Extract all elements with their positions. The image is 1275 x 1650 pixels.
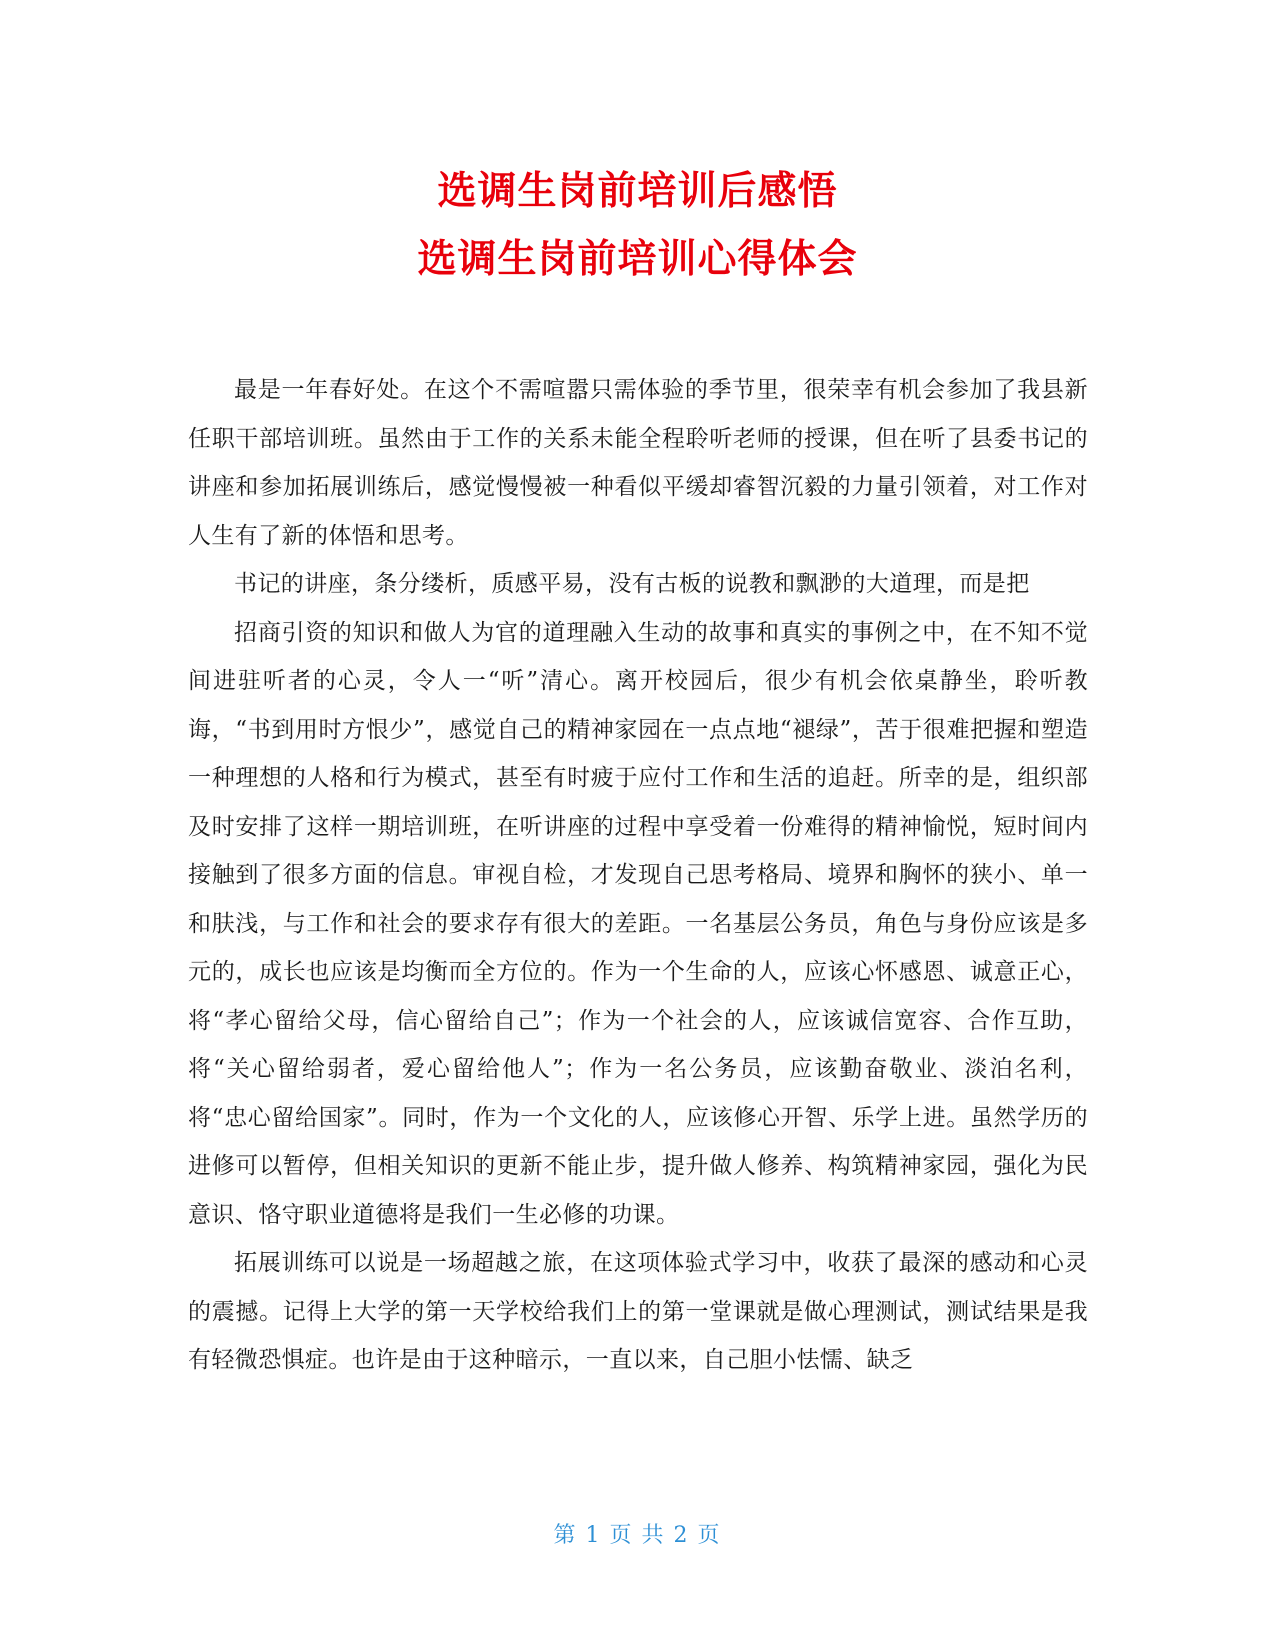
paragraph-4: 拓展训练可以说是一场超越之旅，在这项体验式学习中，收获了最深的感动和心灵的震撼。记得上大学的第一天学校给我们上的第一堂课就是做心理测试，测试结果是我有轻微恐惧症。也许是由于这种暗示，一直以来，自己胆小怯懦、缺乏 <box>188 1250 1088 1373</box>
paragraph-3: 招商引资的知识和做人为官的道理融入生动的故事和真实的事例之中，在不知不觉间进驻听者的心灵，令人一“听”清心。离开校园后，很少有机会依桌静坐，聆听教诲，“书到用时方恨少”，感觉自己的精神家园在一点点地“褪绿”，苦于很难把握和塑造一种理想的人格和行为模式，甚至有时疲于应付工作和生活的追赶。所幸的是，组织部及时安排了这样一期培训班，在听讲座的过程中享受着一份难得的精神愉悦，短时间内接触到了很多方面的信息。审视自检，才发现自己思考格局、境界和胸怀的狭小、单一和肤浅，与工作和社会的要求存有很大的差距。一名基层公务员，角色与身份应该是多元的，成长也应该是均衡而全方位的。作为一个生命的人，应该心怀感恩、诚意正心，将“孝心留给父母，信心留给自己”；作为一个社会的人，应该诚信宽容、合作互助，将“关心留给弱者，爱心留给他人”；作为一名公务员，应该勤奋敬业、淡泊名利，将“忠心留给国家”。同时，作为一个文化的人，应该修心开智、乐学上进。虽然学历的进修可以暂停，但相关知识的更新不能止步，提升做人修养、构筑精神家园，强化为民意识、恪守职业道德将是我们一生必修的功课。 <box>188 619 1088 1228</box>
footer-total-pages: 2 <box>673 1523 690 1548</box>
page-footer <box>0 1518 1275 1549</box>
footer-total-unit: 页 <box>697 1523 722 1548</box>
paragraph-1: 最是一年春好处。在这个不需喧嚣只需体验的季节里，很荣幸有机会参加了我县新任职干部培训班。虽然由于工作的关系未能全程聆听老师的授课，但在听了县委书记的讲座和参加拓展训练后，感觉慢慢被一种看似平缓却睿智沉毅的力量引领着，对工作对人生有了新的体悟和思考。 <box>188 377 1088 549</box>
paragraph-2: 书记的讲座，条分缕析，质感平易，没有古板的说教和飘渺的大道理，而是把 <box>234 571 1030 597</box>
title-line-2: 选调生岗前培训心得体会 <box>417 237 858 282</box>
footer-page-unit: 页 <box>609 1523 634 1548</box>
footer-prefix: 第 <box>553 1523 578 1548</box>
document-title <box>0 158 1275 294</box>
document-body <box>188 366 1088 1385</box>
title-line-1: 选调生岗前培训后感悟 <box>437 169 838 214</box>
footer-current-page: 1 <box>585 1523 602 1548</box>
footer-total-prefix: 共 <box>641 1523 666 1548</box>
